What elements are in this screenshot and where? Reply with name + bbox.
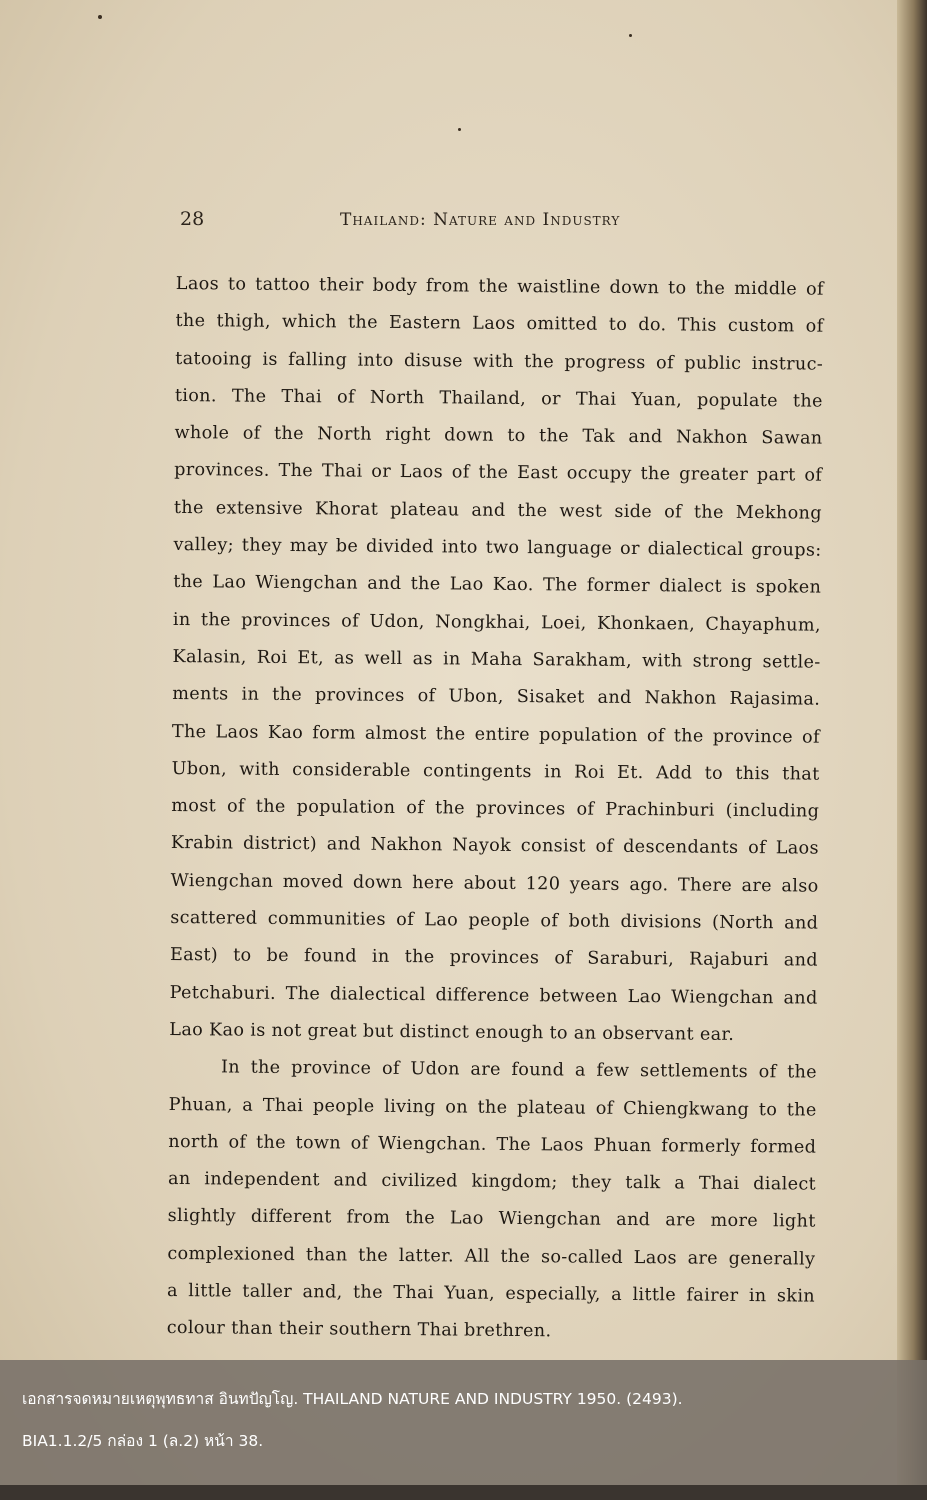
- text-line: Kalasin, Roi Et, as well as in Maha Sarakham, with strong settle-: [172, 646, 821, 673]
- text-line: Ubon, with considerable contingents in Roi Et. Add to this that: [171, 758, 820, 785]
- text-line: Petchaburi. The dialectical difference between Lao Wiengchan and: [169, 982, 818, 1009]
- text-line: complexioned than the latter. All the so-called Laos are generally: [167, 1243, 816, 1270]
- text-line: Krabin district) and Nakhon Nayok consist of descendants of Laos: [170, 833, 820, 860]
- text-line: whole of the North right down to the Tak and Nakhon Sawan: [174, 423, 823, 449]
- text-line: valley; they may be divided into two language or dialectical groups:: [173, 535, 822, 561]
- paper-speck: [458, 128, 461, 131]
- page-edge: [897, 0, 927, 1500]
- text-line: the extensive Khorat plateau and the west side of the Mekhong: [173, 497, 822, 524]
- text-line: scattered communities of Lao people of both divisions (North and: [170, 908, 819, 934]
- text-line: slightly different from the Lao Wiengchan and are more light: [167, 1206, 816, 1233]
- text-line: provinces. The Thai or Laos of the East occupy the greater part of: [174, 460, 823, 487]
- text-line: an independent and civilized kingdom; they talk a Thai dialect: [167, 1169, 817, 1195]
- text-line: ments in the provinces of Ubon, Sisaket and Nakhon Rajasima.: [172, 684, 821, 710]
- text-line: most of the population of the provinces of Prachinburi (including: [171, 796, 820, 822]
- text-line: a little taller and, the Thai Yuan, especially, a little fairer in skin: [166, 1280, 816, 1307]
- text-line: Wiengchan moved down here about 120 years ago. There are also: [170, 870, 819, 897]
- text-line: East) to be found in the provinces of Saraburi, Rajaburi and: [169, 945, 819, 971]
- archive-caption-bar: [0, 1360, 927, 1485]
- text-line: Laos to tattoo their body from the waistline down to the middle of: [175, 273, 824, 300]
- text-line: colour than their southern Thai brethren.: [166, 1318, 552, 1342]
- text-line: Lao Kao is not great but distinct enough to an observant ear.: [169, 1019, 735, 1045]
- bottom-strip: [0, 1485, 927, 1500]
- text-line: the thigh, which the Eastern Laos omitted to do. This custom of: [175, 311, 824, 337]
- running-head: [180, 208, 840, 238]
- text-line: In the province of Udon are found a few settlements of the: [220, 1057, 818, 1083]
- text-line: in the provinces of Udon, Nongkhai, Loei, Khonkaen, Chayaphum,: [172, 609, 821, 636]
- paper-speck: [629, 34, 632, 37]
- archive-caption-title: เอกสารจดหมายเหตุพุทธทาส อินทปัญโญ. THAILAND NATURE AND INDUSTRY 1950. (2493).: [22, 1390, 683, 1408]
- running-title: Thailand: Nature and Industry: [340, 210, 621, 230]
- text-line: the Lao Wiengchan and the Lao Kao. The former dialect is spoken: [173, 572, 822, 599]
- body-text: [167, 266, 824, 1353]
- text-line: north of the town of Wiengchan. The Laos Phuan formerly formed: [168, 1131, 817, 1158]
- text-line: tion. The Thai of North Thailand, or Thai Yuan, populate the: [174, 385, 823, 412]
- text-line: The Laos Kao form almost the entire population of the province of: [171, 721, 820, 748]
- page-number: 28: [180, 208, 205, 230]
- text-line: tatooing is falling into disuse with the progress of public instruc-: [175, 348, 824, 375]
- archive-caption-reference: BIA1.1.2/5 กล่อง 1 (ล.2) หน้า 38.: [22, 1432, 264, 1450]
- paper-speck: [98, 15, 102, 19]
- text-line: Phuan, a Thai people living on the plateau of Chiengkwang to the: [168, 1094, 817, 1121]
